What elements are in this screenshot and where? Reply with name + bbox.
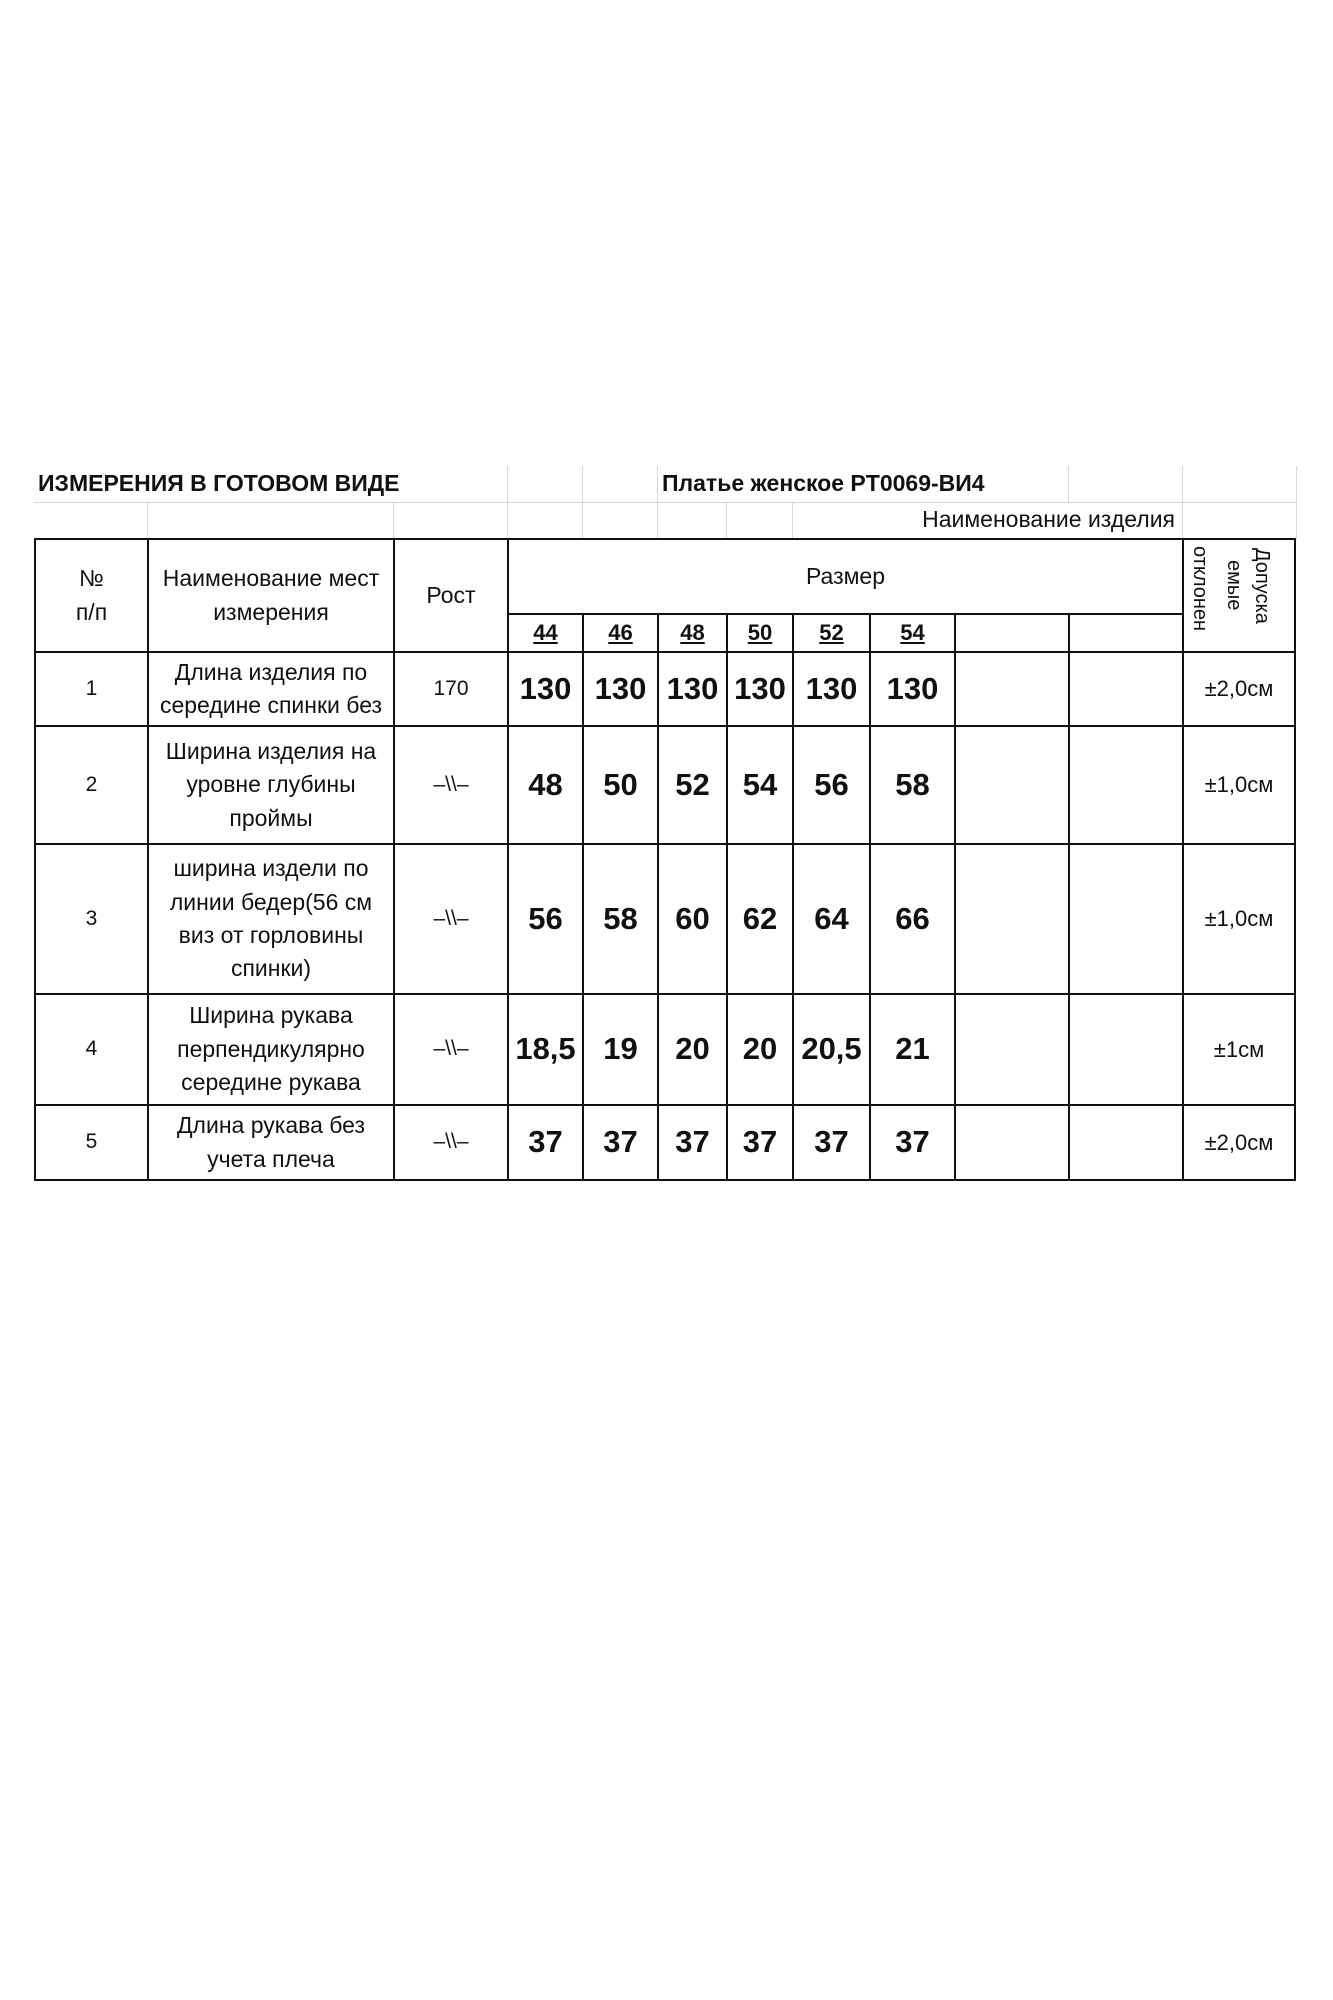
row-5-value: 37	[742, 1124, 778, 1160]
row-3-value: 60	[675, 900, 710, 936]
row-1-value: 130	[594, 670, 647, 706]
header-size-group: Размер	[805, 562, 886, 589]
row-5-height: –\\–	[433, 1130, 469, 1154]
row-5-num: 5	[85, 1130, 98, 1154]
header-tolerance-line2: емые	[1223, 560, 1245, 611]
size-50: 50	[747, 620, 773, 646]
size-48: 48	[680, 620, 705, 646]
row-3-value: 56	[528, 900, 563, 936]
row-3-num: 3	[85, 906, 98, 930]
row-4-value: 18,5	[515, 1031, 576, 1067]
size-54: 54	[900, 620, 925, 646]
row-4-num: 4	[85, 1037, 98, 1061]
row-2-name: Ширина изделия на уровне глубины проймы	[165, 737, 377, 831]
row-1-value: 130	[805, 670, 858, 706]
row-1-name: Длина изделия по середине спинки без	[159, 658, 383, 718]
row-1-tolerance: ±2,0см	[1204, 676, 1274, 702]
row-5-value: 37	[895, 1124, 930, 1160]
header-num: № п/п	[75, 565, 108, 625]
gridline	[792, 502, 793, 539]
row-2-value: 48	[528, 766, 563, 802]
row-2-height: –\\–	[433, 772, 469, 796]
gridline	[147, 502, 148, 539]
row-3-value: 58	[603, 900, 638, 936]
row-3-value: 66	[895, 900, 930, 936]
row-1-num: 1	[85, 676, 98, 700]
header-tolerance-line1: Допуска	[1251, 548, 1273, 624]
header-height: Рост	[426, 581, 476, 608]
row-2-value: 58	[895, 766, 930, 802]
gridline	[726, 502, 727, 539]
product-name: Платье женское PT0069-ВИ4	[662, 470, 985, 497]
border-bottom	[34, 1179, 1296, 1181]
row-4-value: 20,5	[801, 1031, 862, 1067]
row-3-name: ширина издели по линии бедер(56 см виз от горловины спинки)	[169, 855, 373, 982]
gridline	[393, 502, 394, 539]
border-right	[1294, 538, 1296, 1181]
header-tolerance-line3: отклонен	[1189, 546, 1211, 632]
row-3-tolerance: ±1,0см	[1204, 906, 1274, 932]
border-col	[954, 613, 956, 1181]
row-5-name: Длина рукава без учета плеча	[176, 1112, 365, 1172]
row-3-height: –\\–	[433, 906, 469, 930]
row-3-value: 62	[742, 900, 778, 936]
sheet-title: ИЗМЕРЕНИЯ В ГОТОВОМ ВИДЕ	[38, 470, 400, 497]
row-4-value: 19	[603, 1031, 638, 1067]
row-2-value: 50	[603, 766, 638, 802]
size-46: 46	[608, 620, 633, 646]
gridline	[1296, 466, 1297, 539]
gridline	[1068, 466, 1069, 502]
product-caption: Наименование изделия	[922, 506, 1175, 533]
row-4-tolerance: ±1см	[1213, 1036, 1265, 1062]
header-place: Наименование мест измерения	[162, 565, 380, 625]
row-5-value: 37	[528, 1124, 563, 1160]
row-1-value: 130	[519, 670, 572, 706]
gridline	[657, 466, 658, 502]
size-44: 44	[533, 620, 558, 646]
row-5-value: 37	[603, 1124, 638, 1160]
row-4-name: Ширина рукава перпендикулярно середине рукава	[177, 1002, 365, 1096]
border-col	[1068, 613, 1070, 1181]
row-4-height: –\\–	[433, 1037, 469, 1061]
row-1-height: 170	[433, 676, 469, 700]
gridline	[657, 502, 658, 539]
size-52: 52	[819, 620, 844, 646]
row-5-tolerance: ±2,0см	[1204, 1129, 1274, 1155]
row-3-value: 64	[814, 900, 849, 936]
row-4-value: 21	[895, 1031, 930, 1067]
row-1-value: 130	[666, 670, 719, 706]
row-1-value: 130	[886, 670, 939, 706]
row-5-value: 37	[814, 1124, 849, 1160]
row-2-value: 54	[742, 766, 778, 802]
row-4-value: 20	[742, 1031, 778, 1067]
row-2-tolerance: ±1,0см	[1204, 772, 1274, 798]
row-2-num: 2	[85, 772, 98, 796]
row-4-value: 20	[675, 1031, 710, 1067]
row-2-value: 56	[814, 766, 849, 802]
row-5-value: 37	[675, 1124, 710, 1160]
row-2-value: 52	[675, 766, 710, 802]
row-1-value: 130	[734, 670, 786, 706]
